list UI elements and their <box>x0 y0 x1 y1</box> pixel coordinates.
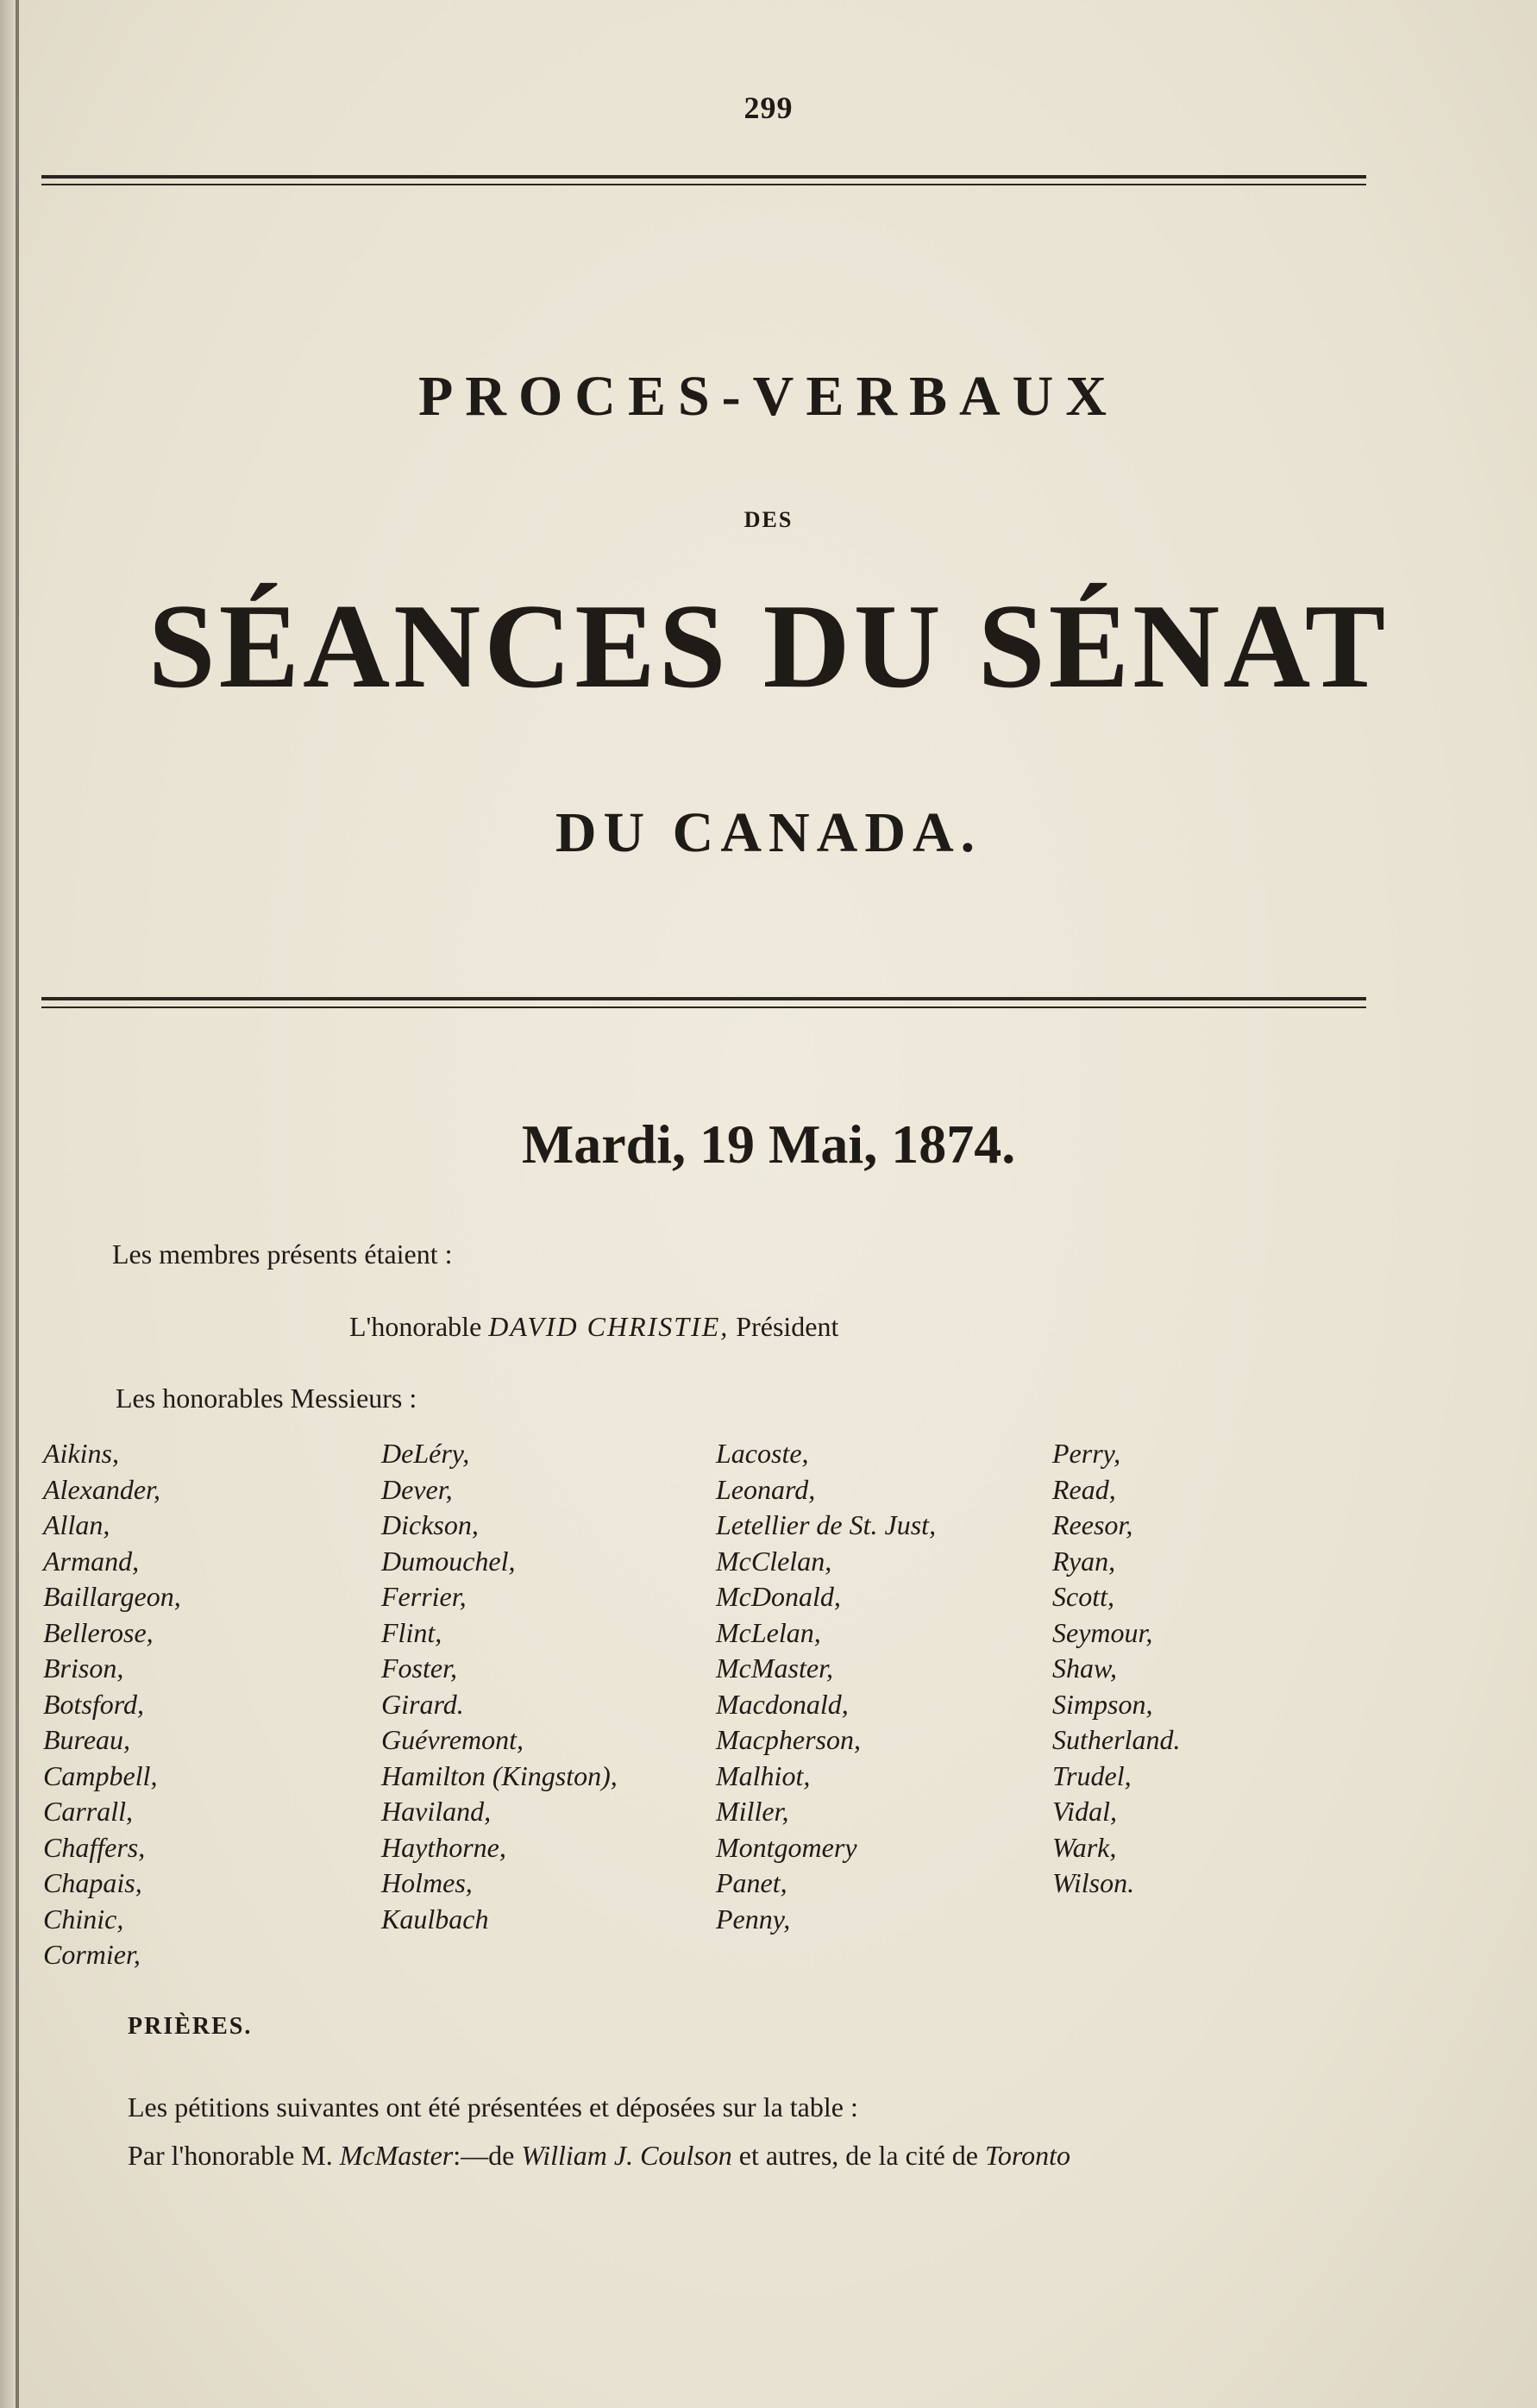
member-name: Alexander, <box>43 1473 160 1505</box>
members-column-4 <box>1052 1436 1180 1902</box>
binding-spine <box>16 0 19 2408</box>
prayers-heading: PRIÈRES. <box>128 2013 253 2040</box>
header-rule-top <box>41 175 1366 179</box>
member-name: Kaulbach <box>381 1903 489 1935</box>
member-name: Haythorne, <box>381 1831 506 1863</box>
member-name: Leonard, <box>716 1473 816 1505</box>
members-column-2 <box>381 1436 618 1937</box>
member-name: Macdonald, <box>716 1688 849 1720</box>
member-name: McLelan, <box>716 1616 821 1648</box>
member-name: Dever, <box>381 1473 453 1505</box>
petition-line <box>128 2140 1070 2172</box>
member-name: Sutherland. <box>1052 1724 1181 1755</box>
member-name: Letellier de St. Just, <box>716 1509 937 1540</box>
member-name: Chapais, <box>43 1867 142 1898</box>
member-name: Foster, <box>381 1652 457 1684</box>
title-des: DES <box>743 507 794 532</box>
member-name: Montgomery <box>716 1831 857 1863</box>
petitions-intro: Les pétitions suivantes ont été présentées et déposées sur la table : <box>128 2091 858 2123</box>
attendance-intro: Les membres présents étaient : <box>112 1238 453 1270</box>
member-name: Baillargeon, <box>43 1581 181 1612</box>
member-name: Bureau, <box>43 1724 131 1755</box>
binding-shadow <box>0 0 16 2408</box>
page-number: 299 <box>743 91 794 125</box>
petition-member: McMaster <box>339 2140 454 2171</box>
member-name: Panet, <box>716 1867 787 1898</box>
members-column-1 <box>43 1436 181 1973</box>
title-seances-du-senat: SÉANCES DU SÉNAT <box>147 580 1390 713</box>
member-name: Flint, <box>381 1616 442 1648</box>
petition-rest: et autres, de la cité de <box>738 2140 978 2171</box>
member-name: McDonald, <box>716 1581 841 1612</box>
member-name: Hamilton (Kingston), <box>381 1759 618 1791</box>
president-prefix: L'honorable <box>349 1311 482 1342</box>
member-name: Dickson, <box>381 1509 479 1540</box>
member-name: Campbell, <box>43 1759 158 1791</box>
member-name: Haviland, <box>381 1796 492 1827</box>
petition-city: Toronto <box>984 2140 1070 2171</box>
member-name: Allan, <box>43 1509 110 1540</box>
member-name: Seymour, <box>1052 1616 1153 1648</box>
member-name: Reesor, <box>1052 1509 1133 1540</box>
petition-dash: :—de <box>453 2140 515 2171</box>
member-name: Shaw, <box>1052 1652 1117 1684</box>
member-name: Simpson, <box>1052 1688 1153 1720</box>
member-name: Scott, <box>1052 1581 1114 1612</box>
president-name: DAVID CHRISTIE, <box>488 1311 730 1342</box>
president-line <box>349 1311 838 1343</box>
president-title: Président <box>736 1311 839 1342</box>
member-name: Guévremont, <box>381 1724 524 1755</box>
member-name: Lacoste, <box>716 1438 809 1469</box>
member-name: McMaster, <box>716 1652 833 1684</box>
member-name: Wark, <box>1052 1831 1117 1863</box>
member-name: Chaffers, <box>43 1831 146 1863</box>
member-name: Bellerose, <box>43 1616 154 1648</box>
messieurs-label: Les honorables Messieurs : <box>116 1383 417 1414</box>
session-date: Mardi, 19 Mai, 1874. <box>521 1113 1016 1175</box>
title-du-canada: DU CANADA. <box>555 801 982 864</box>
title-rule-bottom <box>41 1006 1366 1008</box>
member-name: Armand, <box>43 1545 140 1577</box>
member-name: Perry, <box>1052 1438 1121 1469</box>
title-rule-top <box>41 997 1366 1000</box>
member-name: DeLéry, <box>381 1438 470 1469</box>
member-name: Vidal, <box>1052 1796 1117 1827</box>
member-name: McClelan, <box>716 1545 832 1577</box>
member-name: Macpherson, <box>716 1724 861 1755</box>
member-name: Botsford, <box>43 1688 145 1720</box>
member-name: Read, <box>1052 1473 1116 1505</box>
member-name: Brison, <box>43 1652 124 1684</box>
member-name: Penny, <box>716 1903 791 1935</box>
header-rule-bottom <box>41 184 1366 185</box>
member-name: Ferrier, <box>381 1581 467 1612</box>
member-name: Wilson. <box>1052 1867 1135 1898</box>
member-name: Ryan, <box>1052 1545 1116 1577</box>
member-name: Dumouchel, <box>381 1545 516 1577</box>
member-name: Malhiot, <box>716 1759 811 1791</box>
member-name: Miller, <box>716 1796 789 1827</box>
member-name: Cormier, <box>43 1939 141 1970</box>
member-name: Girard. <box>381 1688 464 1720</box>
member-name: Trudel, <box>1052 1759 1132 1791</box>
petition-prefix: Par l'honorable M. <box>128 2140 333 2171</box>
title-proces-verbaux: PROCES-VERBAUX <box>417 365 1120 428</box>
member-name: Aikins, <box>43 1438 119 1469</box>
members-column-3 <box>716 1436 936 1937</box>
member-name: Carrall, <box>43 1796 134 1827</box>
member-name: Holmes, <box>381 1867 473 1898</box>
member-name: Chinic, <box>43 1903 124 1935</box>
petition-petitioner: William J. Coulson <box>521 2140 732 2171</box>
